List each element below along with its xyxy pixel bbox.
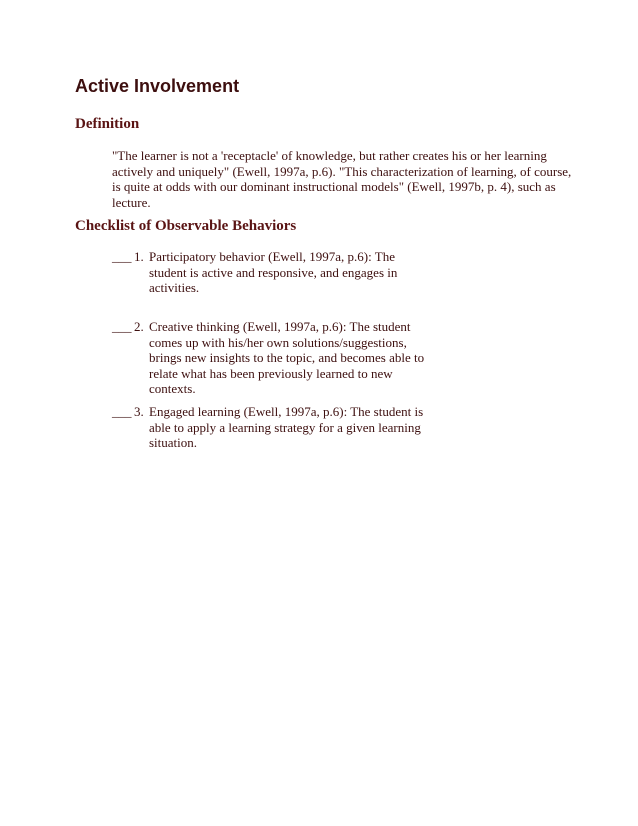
page-title: Active Involvement	[75, 76, 240, 96]
item-line: activities.	[149, 280, 200, 295]
item-line: able to apply a learning strategy for a given learning	[149, 419, 421, 435]
item-number: 1.	[134, 249, 144, 264]
definition-paragraph	[112, 148, 572, 210]
checkbox-blank: ___	[112, 249, 132, 264]
item-number: 3.	[134, 404, 144, 419]
item-text	[149, 404, 429, 451]
paragraph-line: lecture.	[112, 194, 151, 210]
item-line: Participatory behavior (Ewell, 1997a, p.6): The	[149, 249, 395, 264]
item-line: situation.	[149, 435, 198, 450]
item-line: contexts.	[149, 381, 196, 396]
item-line: comes up with his/her own solutions/suggestions,	[149, 334, 407, 350]
item-line: Creative thinking (Ewell, 1997a, p.6): The student	[149, 319, 411, 334]
item-text	[149, 319, 429, 397]
item-line: Engaged learning (Ewell, 1997a, p.6): The student is	[149, 404, 424, 419]
item-line: student is active and responsive, and engages in	[149, 264, 398, 280]
definition-heading: Definition	[75, 116, 140, 132]
item-number: 2.	[134, 319, 144, 334]
checklist-heading: Checklist of Observable Behaviors	[75, 218, 297, 234]
paragraph-line: "The learner is not a 'receptacle' of knowledge, but rather creates his or her learning	[112, 148, 547, 163]
checkbox-blank: ___	[112, 319, 132, 334]
paragraph-line: is quite at odds with our dominant instructional models" (Ewell, 1997b, p. 4), such as	[112, 179, 556, 194]
item-text	[149, 249, 429, 296]
paragraph-line: actively and uniquely" (Ewell, 1997a, p.6). "This characterization of learning, of course,	[112, 163, 572, 179]
checkbox-blank: ___	[112, 404, 132, 419]
item-line: brings new insights to the topic, and becomes able to	[149, 350, 425, 365]
item-line: relate what has been previously learned to new	[149, 365, 393, 381]
